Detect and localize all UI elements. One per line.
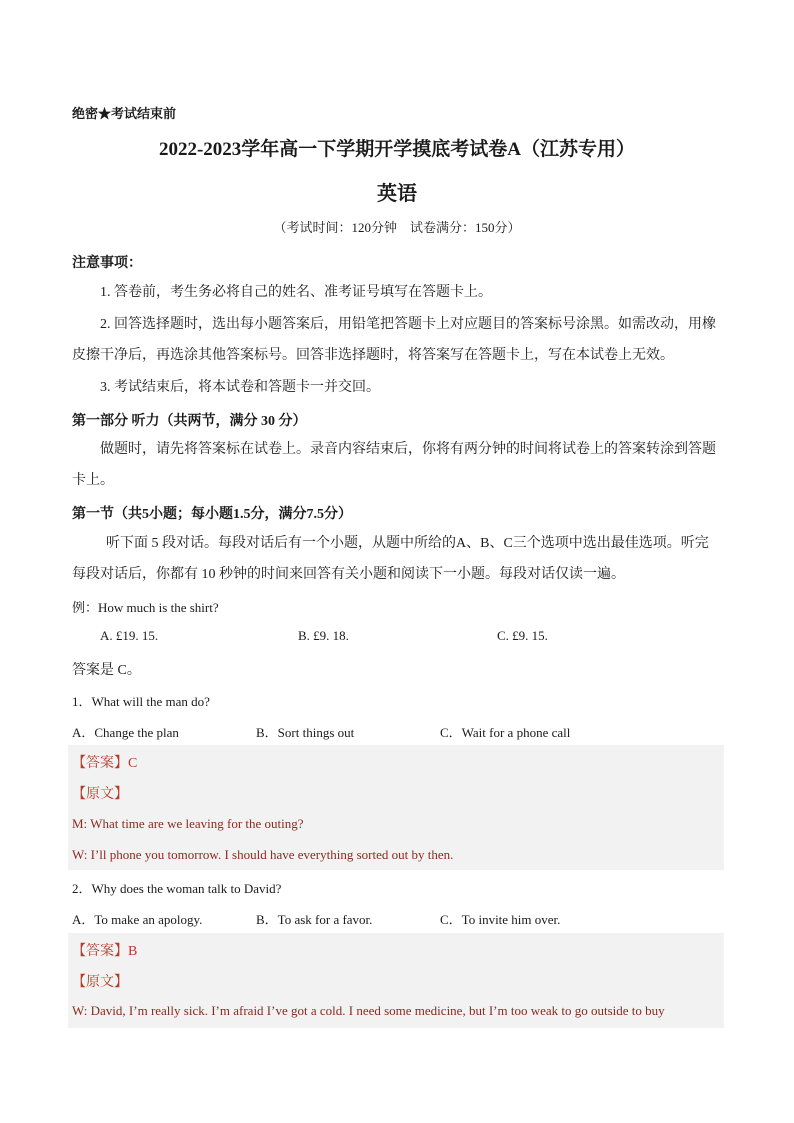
example-option-a: A. £19. 15.	[100, 628, 159, 643]
paper-title: 2022-2023学年高一下学期开学摸底考试卷A（江苏专用）	[158, 139, 636, 160]
q2-source-label: 【原文】	[72, 975, 128, 990]
notice-item-1: 1. 答卷前，考生务必将自己的姓名、准考证号填写在答题卡上。	[100, 285, 492, 300]
q1-option-a: A．Change the plan	[72, 725, 179, 740]
part1-heading: 第一部分 听力（共两节，满分 30 分）	[72, 414, 307, 429]
q1-question: 1．What will the man do?	[72, 694, 210, 709]
subject-title: 英语	[377, 183, 417, 205]
example-option-b: B. £9. 18.	[298, 628, 349, 643]
exam-info: （考试时间：120分钟 试卷满分：150分）	[273, 220, 521, 235]
q1-source-label: 【原文】	[72, 787, 128, 802]
notice-heading: 注意事项：	[72, 256, 142, 271]
example-option-c: C. £9. 15.	[497, 628, 548, 643]
example-question: 例：How much is the shirt?	[72, 600, 219, 615]
part1-instruction: 做题时，请先将答案标在试卷上。录音内容结束后，你将有两分钟的时间将试卷上的答案转涂到答题卡上。	[72, 442, 716, 488]
notice-item-3: 3. 考试结束后，将本试卷和答题卡一并交回。	[100, 380, 380, 395]
q1-answer: 【答案】C	[72, 756, 138, 771]
q1-option-b: B．Sort things out	[256, 725, 355, 740]
q1-option-c: C．Wait for a phone call	[440, 725, 571, 740]
section1-instruction: 听下面 5 段对话。每段对话后有一个小题，从题中所给的A、B、C三个选项中选出最佳选项。听完每段对话后，你都有 10 秒钟的时间来回答有关小题和阅读下一小题。每段对话仅读一遍。	[72, 536, 709, 582]
q1-transcript-line-1: M: What time are we leaving for the outing?	[72, 816, 304, 831]
example-answer: 答案是 C。	[72, 663, 141, 678]
q2-question: 2．Why does the woman talk to David?	[72, 881, 282, 896]
q2-option-b: B．To ask for a favor.	[256, 912, 373, 927]
q2-option-a: A．To make an apology.	[72, 912, 203, 927]
q2-transcript-line-1: W: David, I’m really sick. I’m afraid I’ve got a cold. I need some medicine, but I’m too weak to go outside to buy	[72, 1003, 665, 1018]
q2-answer: 【答案】B	[72, 944, 138, 959]
confidential-label: 绝密★考试结束前	[72, 106, 177, 121]
q1-transcript-line-2: W: I’ll phone you tomorrow. I should have everything sorted out by then.	[72, 847, 454, 862]
section1-heading: 第一节（共5小题；每小题1.5分，满分7.5分）	[72, 507, 352, 522]
notice-item-2: 2. 回答选择题时，选出每小题答案后，用铅笔把答题卡上对应题目的答案标号涂黑。如需改动，用橡皮擦干净后，再选涂其他答案标号。回答非选择题时，将答案写在答题卡上，写在本试卷上无效。	[72, 317, 716, 363]
q2-option-c: C．To invite him over.	[440, 912, 561, 927]
